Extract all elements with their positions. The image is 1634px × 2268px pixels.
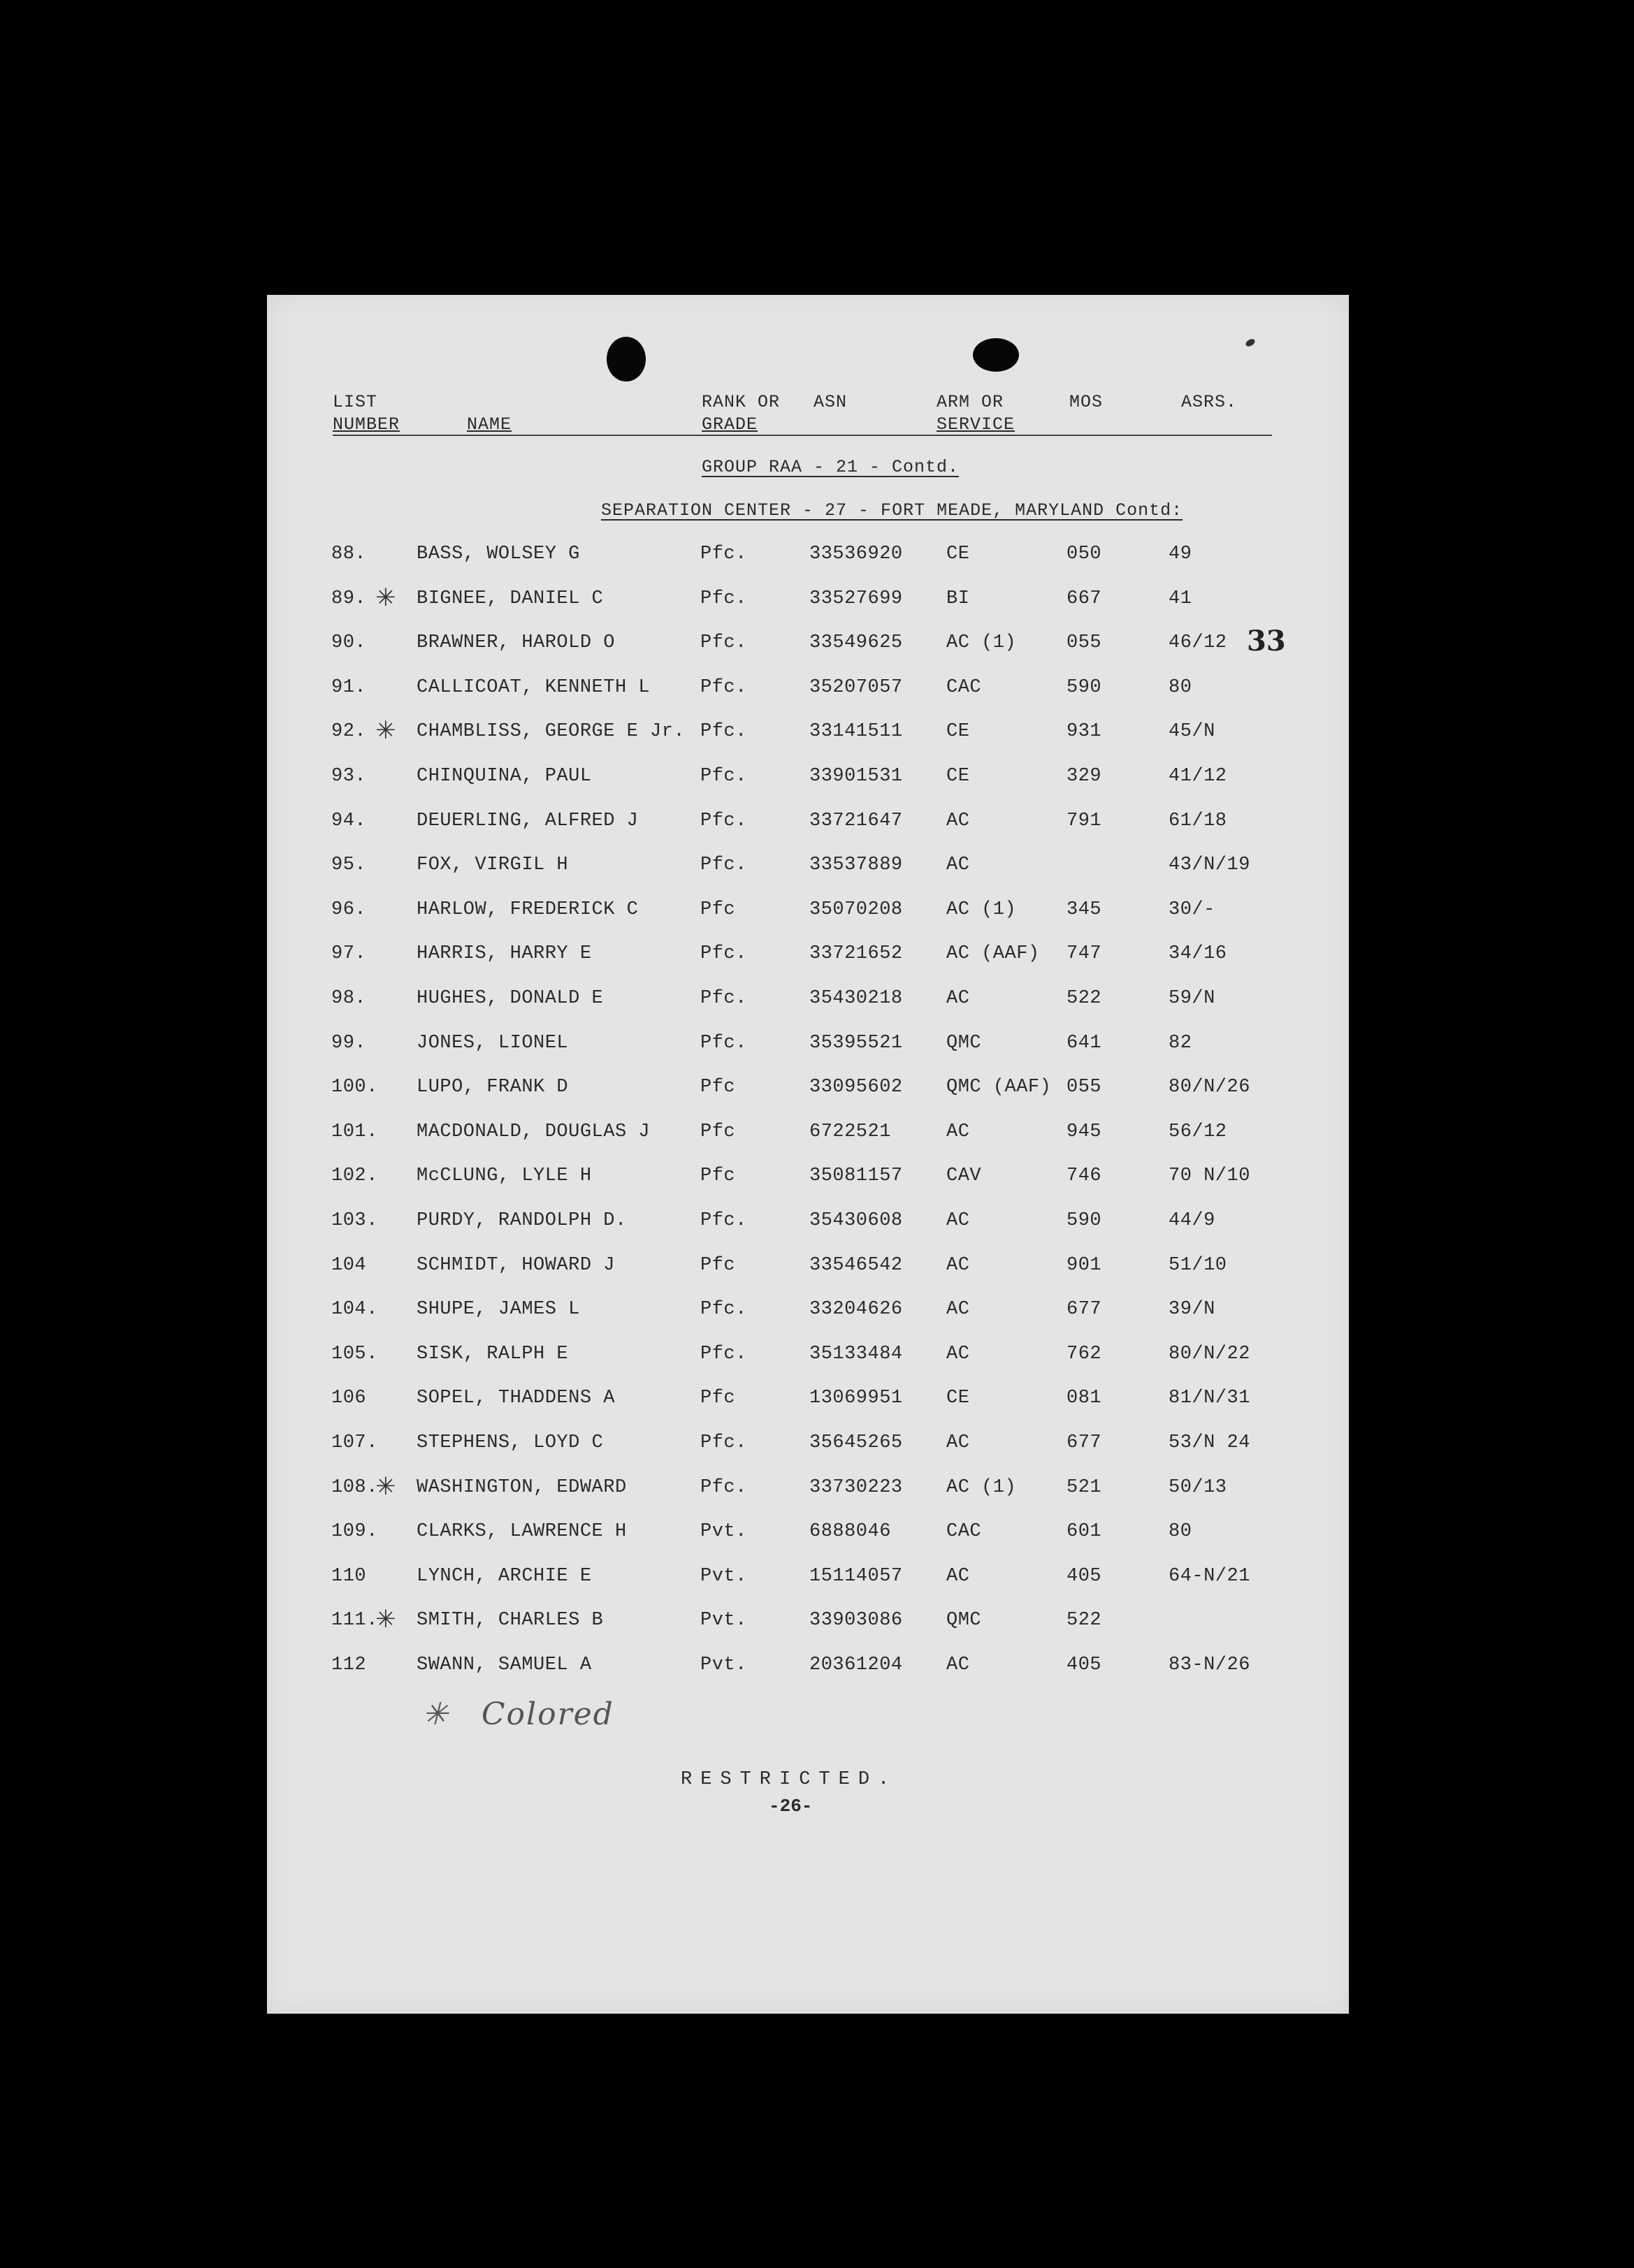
arm-service: AC (1)	[946, 1477, 1017, 1498]
arm-service: AC	[946, 1566, 970, 1587]
rank-grade: Pfc	[700, 1121, 736, 1142]
soldier-name: DEUERLING, ALFRED J	[417, 810, 639, 831]
soldier-name: SOPEL, THADDENS A	[417, 1388, 615, 1409]
mos: 747	[1067, 943, 1102, 964]
rank-grade: Pvt.	[700, 1655, 747, 1675]
soldier-name: HARLOW, FREDERICK C	[417, 899, 639, 920]
handwritten-text: Colored	[481, 1696, 614, 1732]
asn: 33903086	[809, 1610, 903, 1631]
list-number: 102.	[331, 1165, 378, 1186]
list-number: 111.	[331, 1610, 378, 1631]
asrs: 80/N/26	[1169, 1077, 1250, 1098]
rank-grade: Pfc.	[700, 721, 747, 742]
arm-service: AC	[946, 1344, 970, 1365]
asterisk-mark: ✳	[376, 1601, 396, 1637]
rank-grade: Pvt.	[700, 1521, 747, 1542]
asrs: 39/N	[1169, 1299, 1215, 1320]
list-number: 92.	[331, 721, 367, 742]
mos: 945	[1067, 1121, 1102, 1142]
asrs: 45/N	[1169, 721, 1215, 742]
header-name: NAME	[467, 414, 512, 435]
arm-service: CAC	[946, 677, 982, 698]
soldier-name: SWANN, SAMUEL A	[417, 1655, 592, 1675]
rank-grade: Pfc.	[700, 1432, 747, 1453]
asrs: 46/12	[1169, 632, 1227, 653]
mos: 405	[1067, 1655, 1102, 1675]
list-number: 103.	[331, 1210, 378, 1231]
soldier-name: SMITH, CHARLES B	[417, 1610, 604, 1631]
header-arm-service: ARM OR SERVICE	[937, 392, 1015, 435]
asn: 33546542	[809, 1255, 903, 1276]
asrs: 51/10	[1169, 1255, 1227, 1276]
asn: 15114057	[809, 1566, 903, 1587]
mos: 522	[1067, 1610, 1102, 1631]
arm-service: CE	[946, 766, 970, 787]
list-number: 104.	[331, 1299, 378, 1320]
asn: 33204626	[809, 1299, 903, 1320]
list-number: 112	[331, 1655, 367, 1675]
asn: 35070208	[809, 899, 903, 920]
soldier-name: JONES, LIONEL	[417, 1033, 569, 1054]
soldier-name: LUPO, FRANK D	[417, 1077, 569, 1098]
punch-hole-left	[607, 337, 646, 381]
arm-service: AC	[946, 1210, 970, 1231]
asrs: 82	[1169, 1033, 1192, 1054]
soldier-name: FOX, VIRGIL H	[417, 855, 569, 875]
asn: 20361204	[809, 1655, 903, 1675]
list-number: 99.	[331, 1033, 367, 1054]
list-number: 89.	[331, 588, 367, 609]
asn: 35081157	[809, 1165, 903, 1186]
mos: 055	[1067, 1077, 1102, 1098]
list-number: 91.	[331, 677, 367, 698]
asrs: 59/N	[1169, 988, 1215, 1009]
mos: 901	[1067, 1255, 1102, 1276]
asrs: 83-N/26	[1169, 1655, 1250, 1675]
soldier-name: CHAMBLISS, GEORGE E Jr.	[417, 721, 686, 742]
rank-grade: Pfc	[700, 1255, 736, 1276]
soldier-name: PURDY, RANDOLPH D.	[417, 1210, 627, 1231]
rank-grade: Pfc.	[700, 677, 747, 698]
asterisk-mark: ✳	[376, 1468, 396, 1504]
list-number: 101.	[331, 1121, 378, 1142]
asrs: 49	[1169, 544, 1192, 565]
rank-grade: Pfc.	[700, 855, 747, 875]
mos: 677	[1067, 1432, 1102, 1453]
asn: 33721647	[809, 810, 903, 831]
restricted-label: RESTRICTED.	[681, 1769, 898, 1790]
asrs: 30/-	[1169, 899, 1215, 920]
arm-service: CE	[946, 721, 970, 742]
rank-grade: Pfc.	[700, 544, 747, 565]
soldier-name: WASHINGTON, EDWARD	[417, 1477, 627, 1498]
soldier-name: SCHMIDT, HOWARD J	[417, 1255, 615, 1276]
list-number: 90.	[331, 632, 367, 653]
rank-grade: Pfc.	[700, 766, 747, 787]
asrs: 80	[1169, 677, 1192, 698]
asn: 33730223	[809, 1477, 903, 1498]
list-number: 96.	[331, 899, 367, 920]
mos: 746	[1067, 1165, 1102, 1186]
list-number: 109.	[331, 1521, 378, 1542]
asn: 33527699	[809, 588, 903, 609]
asrs: 64-N/21	[1169, 1566, 1250, 1587]
rank-grade: Pfc	[700, 1388, 736, 1409]
arm-service: AC	[946, 1655, 970, 1675]
page-number: -26-	[769, 1796, 813, 1817]
asn: 33536920	[809, 544, 903, 565]
arm-service: CE	[946, 1388, 970, 1409]
header-mos: MOS	[1069, 392, 1104, 412]
soldier-name: CHINQUINA, PAUL	[417, 766, 592, 787]
list-number: 108.	[331, 1477, 378, 1498]
rank-grade: Pfc.	[700, 1033, 747, 1054]
mos: 329	[1067, 766, 1102, 787]
header-list-number: LIST NUMBER	[333, 392, 400, 435]
asrs: 81/N/31	[1169, 1388, 1250, 1409]
punch-hole-right	[973, 338, 1019, 372]
arm-service: CE	[946, 544, 970, 565]
arm-service: AC	[946, 988, 970, 1009]
soldier-name: BIGNEE, DANIEL C	[417, 588, 604, 609]
list-number: 104	[331, 1255, 367, 1276]
asn: 33721652	[809, 943, 903, 964]
soldier-name: HUGHES, DONALD E	[417, 988, 604, 1009]
arm-service: AC	[946, 1299, 970, 1320]
asn: 35430608	[809, 1210, 903, 1231]
soldier-name: CALLICOAT, KENNETH L	[417, 677, 651, 698]
asrs: 80/N/22	[1169, 1344, 1250, 1365]
list-number: 93.	[331, 766, 367, 787]
mos: 405	[1067, 1566, 1102, 1587]
group-title: GROUP RAA - 21 - Contd.	[702, 457, 960, 477]
list-number: 98.	[331, 988, 367, 1009]
mos: 055	[1067, 632, 1102, 653]
arm-service: AC (AAF)	[946, 943, 1040, 964]
header-rank: RANK OR GRADE	[702, 392, 781, 435]
arm-service: AC	[946, 810, 970, 831]
header-asrs: ASRS.	[1181, 392, 1238, 412]
mos: 931	[1067, 721, 1102, 742]
section-title: SEPARATION CENTER - 27 - FORT MEADE, MARYLAND Contd:	[601, 500, 1183, 521]
rank-grade: Pfc.	[700, 810, 747, 831]
soldier-name: BASS, WOLSEY G	[417, 544, 580, 565]
arm-service: AC	[946, 1255, 970, 1276]
asterisk-mark: ✳	[376, 712, 396, 748]
arm-service: QMC	[946, 1610, 982, 1631]
mos: 791	[1067, 810, 1102, 831]
mos: 050	[1067, 544, 1102, 565]
list-number: 94.	[331, 810, 367, 831]
asrs: 34/16	[1169, 943, 1227, 964]
asrs: 43/N/19	[1169, 855, 1250, 875]
mos: 667	[1067, 588, 1102, 609]
list-number: 100.	[331, 1077, 378, 1098]
arm-service: CAC	[946, 1521, 982, 1542]
arm-service: AC	[946, 1432, 970, 1453]
asn: 13069951	[809, 1388, 903, 1409]
soldier-name: MACDONALD, DOUGLAS J	[417, 1121, 651, 1142]
list-number: 110	[331, 1566, 367, 1587]
soldier-name: HARRIS, HARRY E	[417, 943, 592, 964]
list-number: 88.	[331, 544, 367, 565]
mos: 590	[1067, 1210, 1102, 1231]
list-number: 97.	[331, 943, 367, 964]
rank-grade: Pfc.	[700, 1210, 747, 1231]
asrs: 50/13	[1169, 1477, 1227, 1498]
arm-service: CAV	[946, 1165, 982, 1186]
soldier-name: SISK, RALPH E	[417, 1344, 569, 1365]
rank-grade: Pfc	[700, 1077, 736, 1098]
asn: 33549625	[809, 632, 903, 653]
list-number: 106	[331, 1388, 367, 1409]
list-number: 107.	[331, 1432, 378, 1453]
rank-grade: Pvt.	[700, 1610, 747, 1631]
mos: 762	[1067, 1344, 1102, 1365]
mos: 522	[1067, 988, 1102, 1009]
arm-service: BI	[946, 588, 970, 609]
soldier-name: CLARKS, LAWRENCE H	[417, 1521, 627, 1542]
list-number: 95.	[331, 855, 367, 875]
rank-grade: Pfc.	[700, 943, 747, 964]
mos: 601	[1067, 1521, 1102, 1542]
asn: 6888046	[809, 1521, 891, 1542]
soldier-name: BRAWNER, HAROLD O	[417, 632, 615, 653]
asn: 35645265	[809, 1432, 903, 1453]
mos: 081	[1067, 1388, 1102, 1409]
asn: 33537889	[809, 855, 903, 875]
arm-service: QMC	[946, 1033, 982, 1054]
rank-grade: Pfc.	[700, 632, 747, 653]
rank-grade: Pvt.	[700, 1566, 747, 1587]
asrs: 70 N/10	[1169, 1165, 1250, 1186]
asrs: 56/12	[1169, 1121, 1227, 1142]
rank-grade: Pfc.	[700, 588, 747, 609]
asrs: 41/12	[1169, 766, 1227, 787]
mos: 641	[1067, 1033, 1102, 1054]
asn: 35207057	[809, 677, 903, 698]
rank-grade: Pfc.	[700, 1344, 747, 1365]
soldier-name: STEPHENS, LOYD C	[417, 1432, 604, 1453]
asn: 33095602	[809, 1077, 903, 1098]
arm-service: QMC (AAF)	[946, 1077, 1052, 1098]
arm-service: AC	[946, 1121, 970, 1142]
asn: 33141511	[809, 721, 903, 742]
asn: 35395521	[809, 1033, 903, 1054]
asterisk-mark: ✳	[422, 1696, 449, 1732]
soldier-name: McCLUNG, LYLE H	[417, 1165, 592, 1186]
asrs: 44/9	[1169, 1210, 1215, 1231]
rank-grade: Pfc	[700, 1165, 736, 1186]
mos: 521	[1067, 1477, 1102, 1498]
asn: 6722521	[809, 1121, 891, 1142]
list-number: 105.	[331, 1344, 378, 1365]
rank-grade: Pfc.	[700, 1299, 747, 1320]
soldier-name: LYNCH, ARCHIE E	[417, 1566, 592, 1587]
rank-grade: Pfc.	[700, 988, 747, 1009]
rank-grade: Pfc	[700, 899, 736, 920]
asn: 35133484	[809, 1344, 903, 1365]
arm-service: AC	[946, 855, 970, 875]
mos: 677	[1067, 1299, 1102, 1320]
asn: 35430218	[809, 988, 903, 1009]
asrs: 61/18	[1169, 810, 1227, 831]
arm-service: AC (1)	[946, 899, 1017, 920]
asrs: 80	[1169, 1521, 1192, 1542]
asterisk-mark: ✳	[376, 579, 396, 616]
arm-service: AC (1)	[946, 632, 1017, 653]
mos: 590	[1067, 677, 1102, 698]
handwritten-note	[422, 1696, 614, 1732]
asn: 33901531	[809, 766, 903, 787]
margin-number: 33	[1247, 625, 1286, 657]
mos: 345	[1067, 899, 1102, 920]
header-asn: ASN	[814, 392, 848, 412]
rank-grade: Pfc.	[700, 1477, 747, 1498]
header-rule	[333, 435, 1272, 436]
soldier-name: SHUPE, JAMES L	[417, 1299, 580, 1320]
asrs: 53/N 24	[1169, 1432, 1250, 1453]
asrs: 41	[1169, 588, 1192, 609]
